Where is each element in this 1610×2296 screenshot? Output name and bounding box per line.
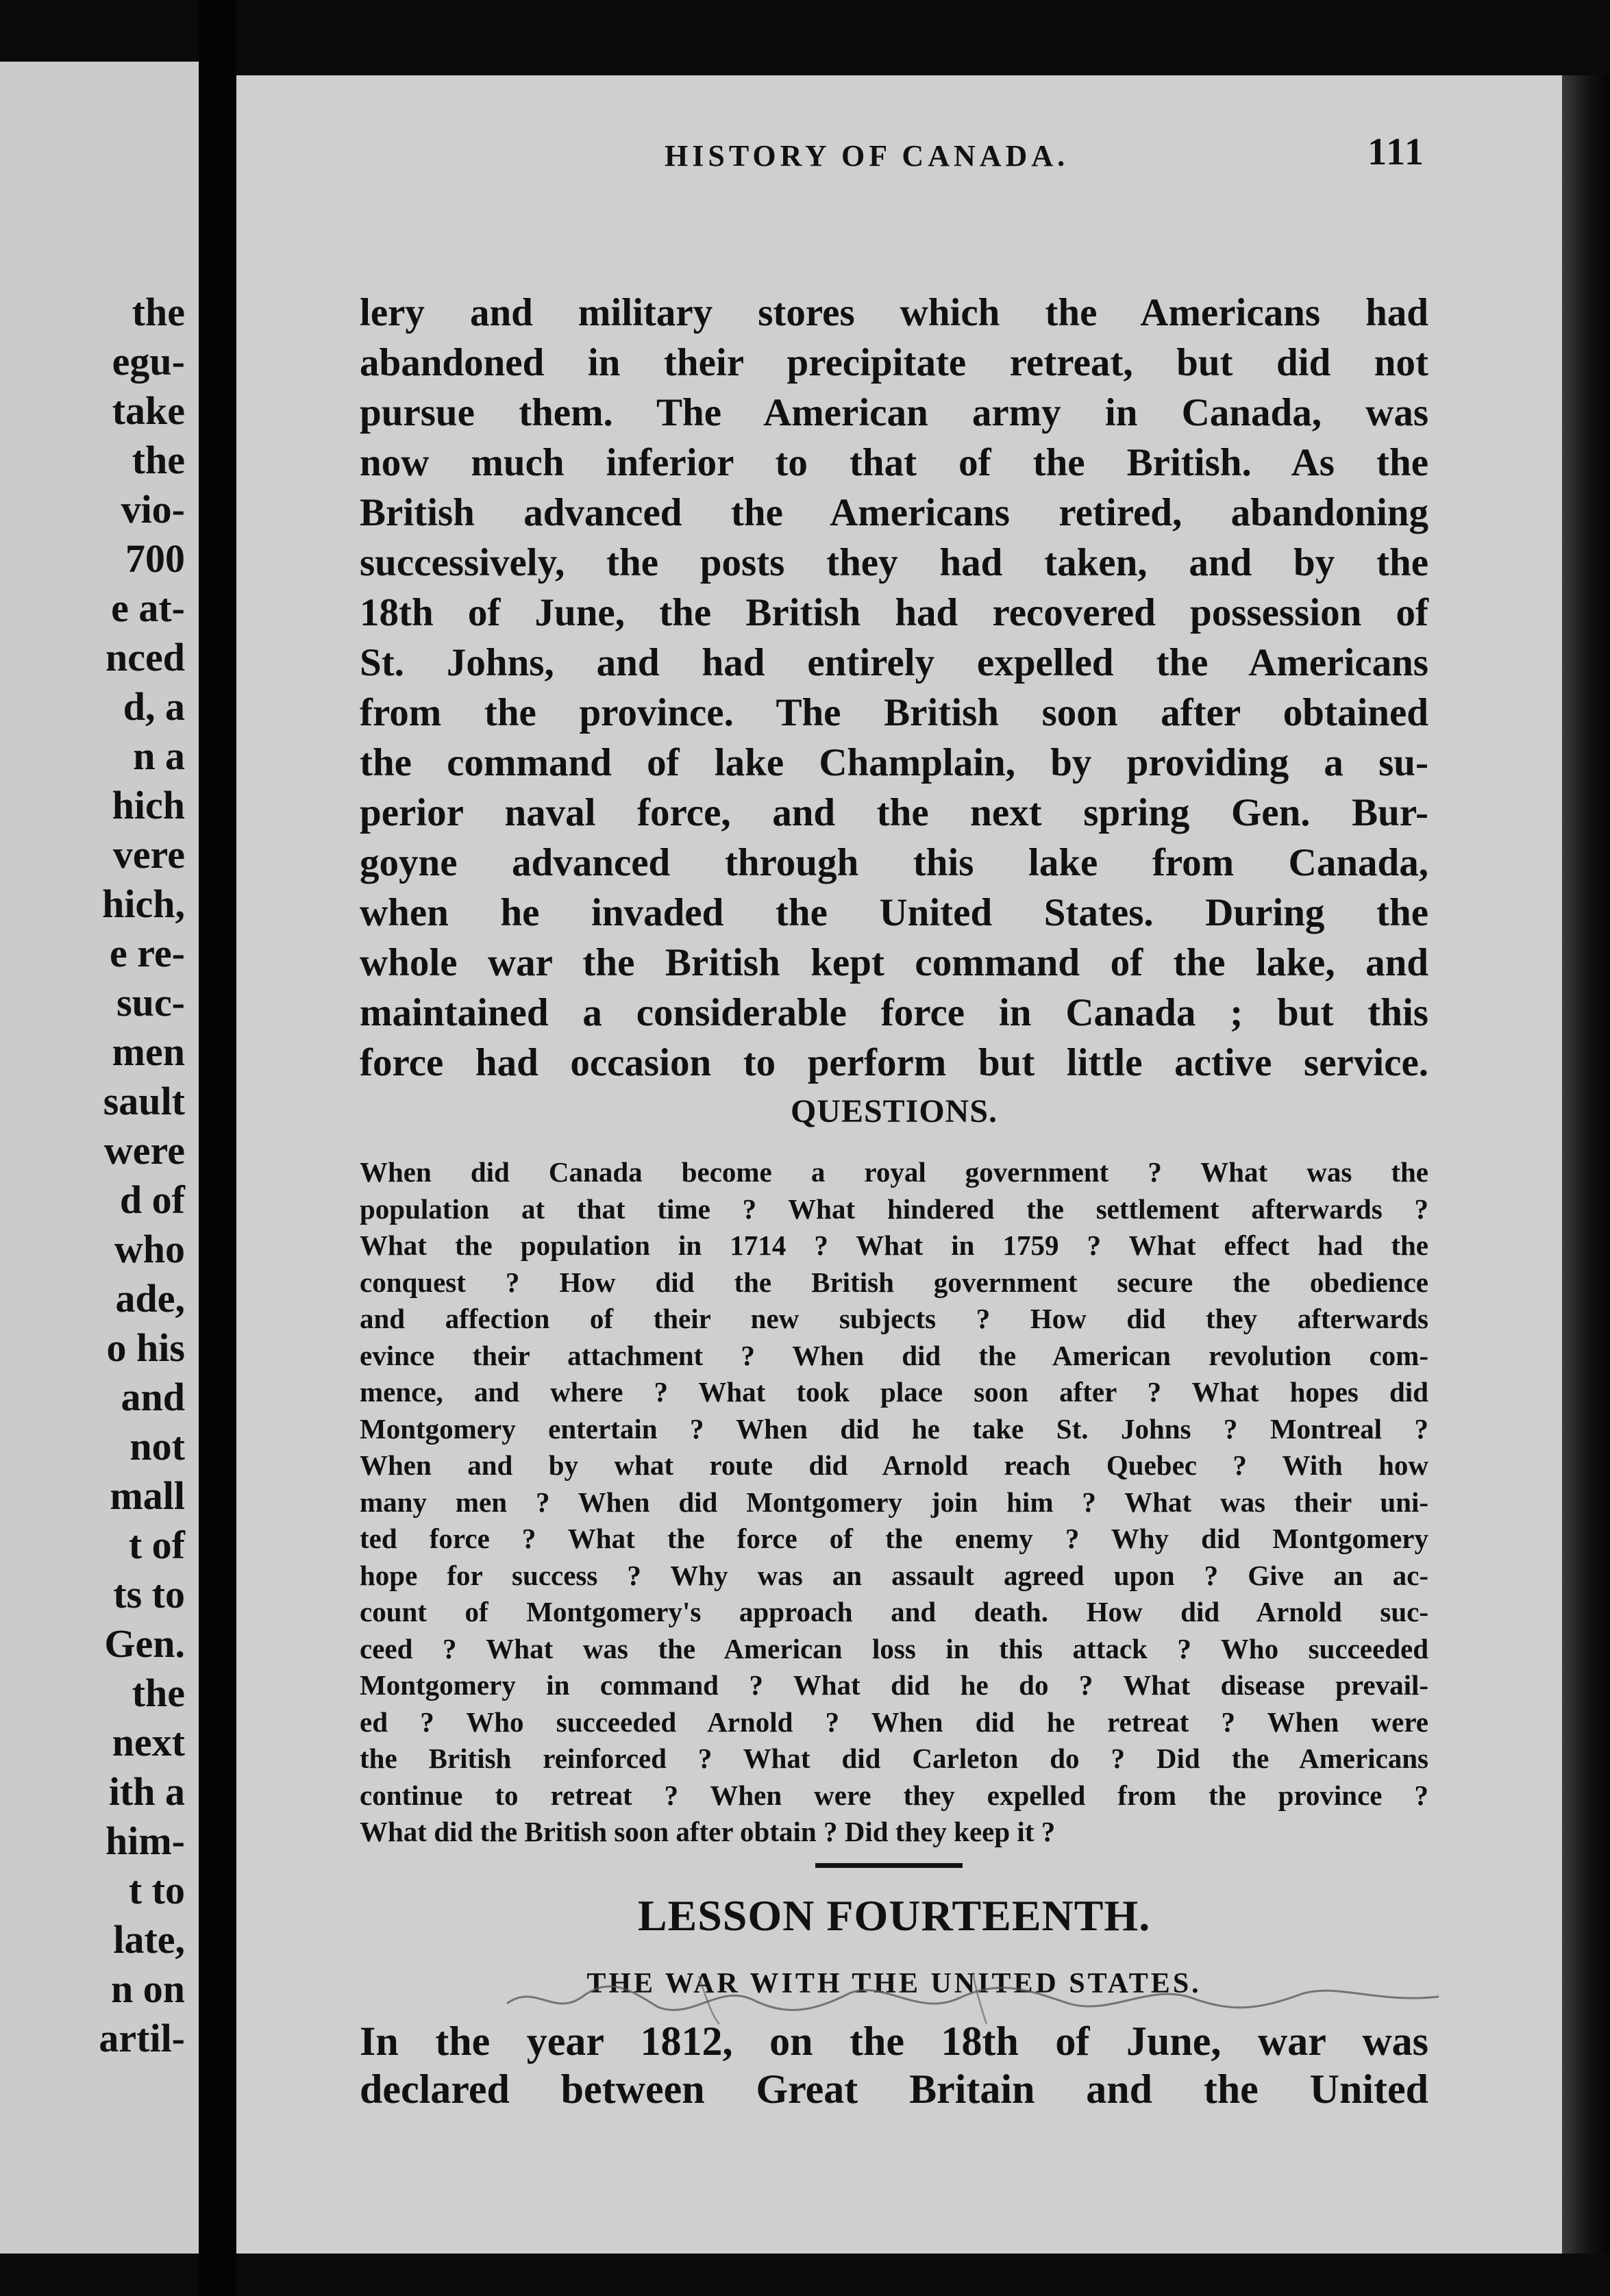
- left-line: e re-: [110, 931, 185, 975]
- left-line: next: [112, 1720, 185, 1764]
- body-line: from the province. The British soon after obtained: [360, 691, 1428, 734]
- question-line: When and by what route did Arnold reach Quebec ? With how: [360, 1449, 1428, 1481]
- left-line: were: [103, 1128, 185, 1173]
- body-line: goyne advanced through this lake from Canada,: [360, 841, 1428, 884]
- body-line: whole war the British kept command of the lake, and: [360, 941, 1428, 984]
- book-gutter: [199, 0, 236, 2296]
- left-line: sault: [103, 1079, 185, 1123]
- left-line: men: [112, 1030, 185, 1074]
- lesson-heading: LESSON FOURTEENTH.: [637, 1891, 1151, 1940]
- left-line: 700: [125, 536, 185, 581]
- body-line: force had occasion to perform but little active service.: [360, 1041, 1428, 1084]
- left-line: egu-: [112, 339, 185, 384]
- left-line: mall: [110, 1473, 185, 1518]
- question-line: count of Montgomery's approach and death. How did Arnold suc-: [360, 1596, 1428, 1627]
- questions-heading: QUESTIONS.: [790, 1093, 998, 1130]
- body-line: maintained a considerable force in Canada ; but this: [360, 991, 1428, 1034]
- previous-page-fragment: [0, 62, 199, 2254]
- left-line: t of: [128, 1523, 185, 1567]
- left-line: n a: [133, 734, 185, 778]
- left-line: d of: [119, 1177, 185, 1222]
- question-line: mence, and where ? What took place soon after ? What hopes did: [360, 1376, 1428, 1408]
- left-line: t to: [128, 1868, 185, 1912]
- question-line: the British reinforced ? What did Carleton do ? Did the Americans: [360, 1743, 1428, 1774]
- left-line: ade,: [115, 1276, 185, 1321]
- question-line: ted force ? What the force of the enemy ? Why did Montgomery: [360, 1523, 1428, 1554]
- body-line: abandoned in their precipitate retreat, but did not: [360, 341, 1428, 384]
- left-line: the: [132, 438, 185, 482]
- left-line: not: [129, 1424, 185, 1469]
- body-paragraph: [360, 288, 1428, 1088]
- left-line: artil-: [99, 2016, 185, 2060]
- questions-block: [360, 1154, 1428, 1851]
- left-line: Gen.: [104, 1621, 185, 1666]
- running-title: HISTORY OF CANADA.: [665, 139, 1069, 173]
- body-line: lery and military stores which the Americans had: [360, 291, 1428, 334]
- lesson-line: In the year 1812, on the 18th of June, war was: [360, 2019, 1428, 2064]
- left-line: suc-: [116, 980, 185, 1025]
- question-line: ed ? Who succeeded Arnold ? When did he retreat ? When were: [360, 1706, 1428, 1738]
- left-line: the: [132, 1671, 185, 1715]
- left-line: n on: [110, 1967, 185, 2011]
- left-line: take: [112, 388, 185, 433]
- left-line: the: [132, 290, 185, 334]
- question-line: Montgomery in command ? What did he do ? What disease prevail-: [360, 1669, 1428, 1701]
- question-line: What the population in 1714 ? What in 1759 ? What effect had the: [360, 1230, 1428, 1261]
- left-line: e at-: [111, 586, 185, 630]
- body-line: St. Johns, and had entirely expelled the Americans: [360, 641, 1428, 684]
- left-line: o his: [106, 1325, 185, 1370]
- question-line: Montgomery entertain ? When did he take St. Johns ? Montreal ?: [360, 1412, 1428, 1445]
- page-edge: [1562, 75, 1610, 2254]
- question-line: What did the British soon after obtain ? Did they keep it ?: [360, 1816, 1056, 1847]
- left-line: late,: [113, 1917, 185, 1962]
- left-line: nced: [106, 635, 185, 679]
- question-line: and affection of their new subjects ? How did they afterwards: [360, 1303, 1428, 1334]
- section-divider: [815, 1863, 963, 1868]
- left-line: vio-: [121, 487, 185, 532]
- left-line: and: [121, 1375, 185, 1419]
- body-line: now much inferior to that of the British. As the: [360, 441, 1428, 484]
- left-line: vere: [112, 832, 185, 877]
- left-line: who: [114, 1227, 185, 1271]
- left-line: ts to: [113, 1572, 185, 1617]
- left-line: d, a: [123, 684, 185, 729]
- question-line: continue to retreat ? When were they expelled from the province ?: [360, 1779, 1428, 1811]
- question-line: evince their attachment ? When did the American revolution com-: [360, 1339, 1428, 1371]
- body-line: successively, the posts they had taken, and by the: [360, 541, 1428, 584]
- question-line: conquest ? How did the British government secure the obedience: [360, 1266, 1428, 1298]
- left-line: ith a: [108, 1769, 185, 1814]
- question-line: population at that time ? What hindered the settlement afterwards ?: [360, 1193, 1428, 1225]
- body-line: when he invaded the United States. During the: [360, 891, 1428, 934]
- left-line: him-: [106, 1819, 185, 1863]
- question-line: When did Canada become a royal government ? What was the: [360, 1156, 1428, 1188]
- lesson-line: declared between Great Britain and the United: [360, 2067, 1428, 2112]
- left-line: hich: [112, 783, 185, 827]
- lesson-subheading: THE WAR WITH THE UNITED STATES.: [586, 1968, 1202, 1999]
- question-line: hope for success ? Why was an assault agreed upon ? Give an ac-: [360, 1559, 1428, 1591]
- lesson-paragraph: [360, 2017, 1428, 2113]
- left-line: hich,: [102, 882, 185, 926]
- body-line: the command of lake Champlain, by providing a su-: [360, 741, 1428, 784]
- question-line: many men ? When did Montgomery join him ? What was their uni-: [360, 1486, 1428, 1518]
- body-line: pursue them. The American army in Canada, was: [360, 391, 1428, 434]
- page-number: 111: [1367, 131, 1425, 173]
- body-line: British advanced the Americans retired, abandoning: [360, 491, 1428, 534]
- body-line: perior naval force, and the next spring Gen. Bur-: [360, 791, 1428, 834]
- question-line: ceed ? What was the American loss in this attack ? Who succeeded: [360, 1632, 1428, 1664]
- body-line: 18th of June, the British had recovered possession of: [360, 591, 1428, 634]
